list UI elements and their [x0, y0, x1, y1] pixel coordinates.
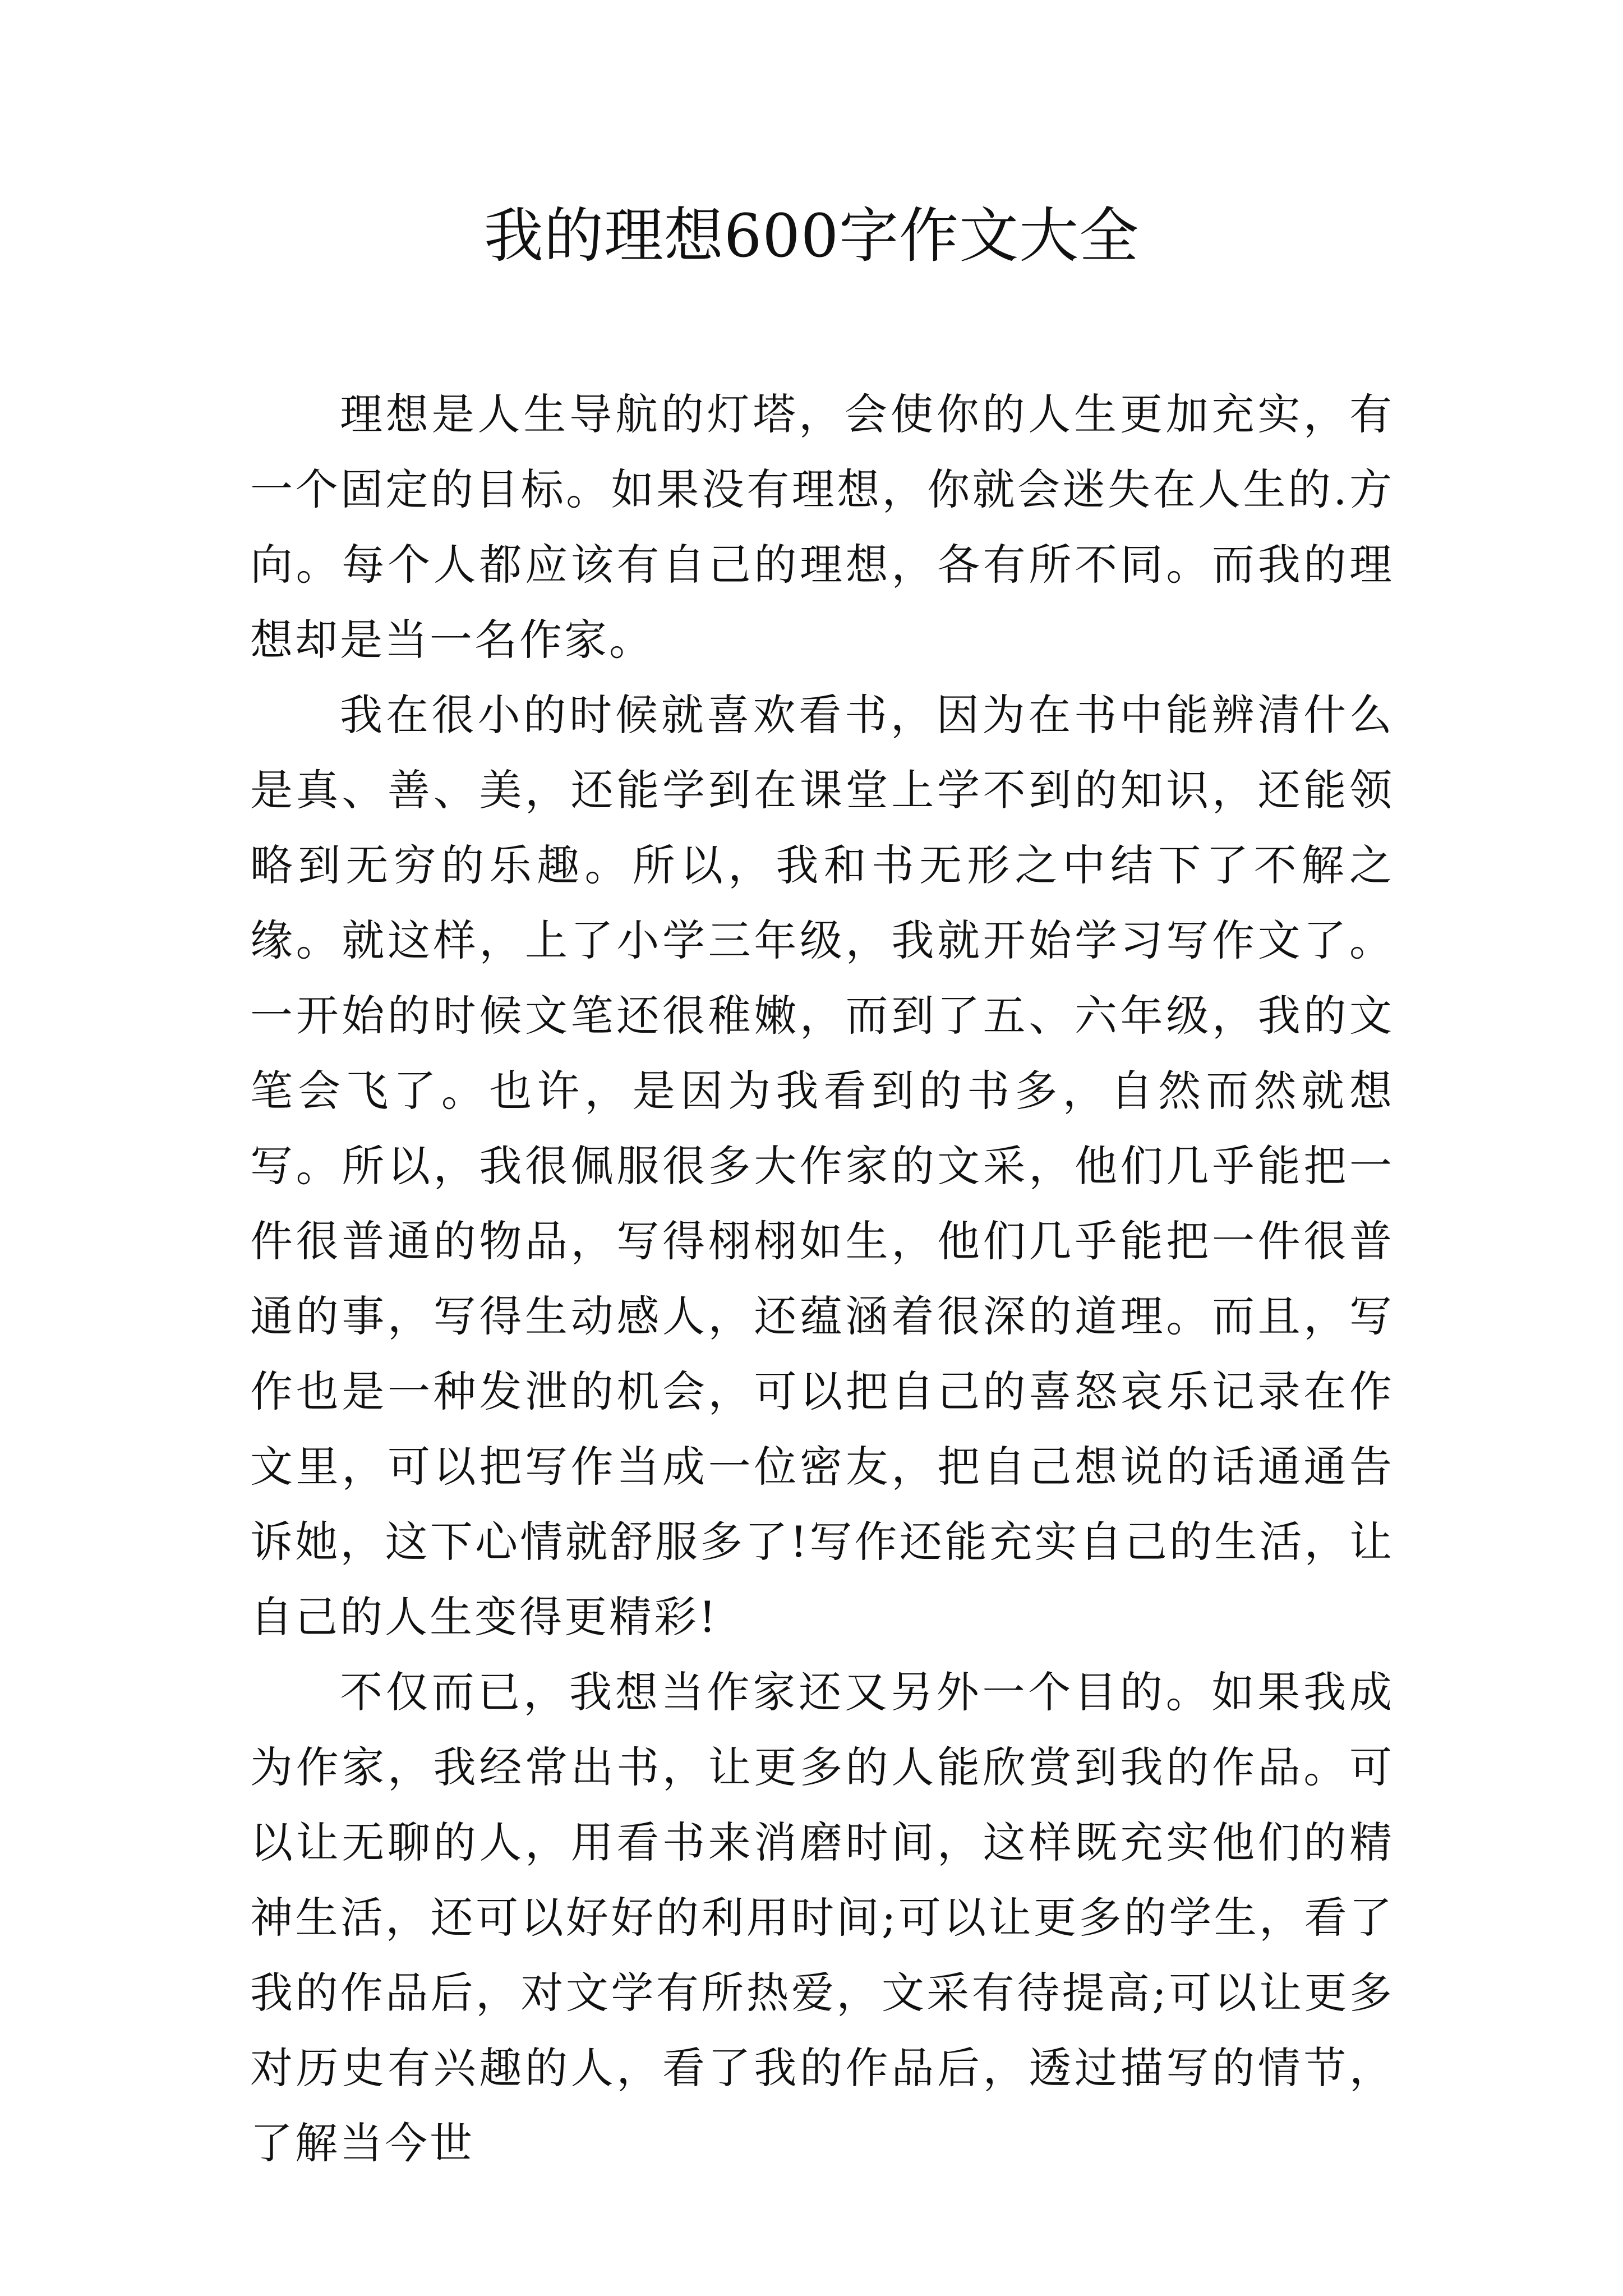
paragraph: 理想是人生导航的灯塔，会使你的人生更加充实，有一个固定的目标。如果没有理想，你就会迷失在人生的.方向。每个人都应该有自己的理想，各有所不同。而我的理想却是当一名作家。 — [250, 389, 1394, 665]
document-title: 我的理想600字作文大全 — [483, 201, 1140, 270]
document-body — [250, 377, 1394, 2181]
paragraph: 不仅而已，我想当作家还又另外一个目的。如果我成为作家，我经常出书，让更多的人能欣赏到我的作品。可以让无聊的人，用看书来消磨时间，这样既充实他们的精神生活，还可以好好的利用时间;可以让更多的学生，看了我的作品后，对文学有所热爱，文采有待提高;可以让更多对历史有兴趣的人，看了我的作品后，透过描写的情节，了解当今世 — [250, 1667, 1394, 2168]
paragraph: 我在很小的时候就喜欢看书，因为在书中能辨清什么是真、善、美，还能学到在课堂上学不到的知识，还能领略到无穷的乐趣。所以，我和书无形之中结下了不解之缘。就这样，上了小学三年级，我就开始学习写作文了。一开始的时候文笔还很稚嫩，而到了五、六年级，我的文笔会飞了。也许，是因为我看到的书多，自然而然就想写。所以，我很佩服很多大作家的文采，他们几乎能把一件很普通的物品，写得栩栩如生，他们几乎能把一件很普通的事，写得生动感人，还蕴涵着很深的道理。而且，写作也是一种发泄的机会，可以把自己的喜怒哀乐记录在作文里，可以把写作当成一位密友，把自己想说的话通通告诉她，这下心情就舒服多了!写作还能充实自己的生活，让自己的人生变得更精彩! — [250, 690, 1394, 1642]
